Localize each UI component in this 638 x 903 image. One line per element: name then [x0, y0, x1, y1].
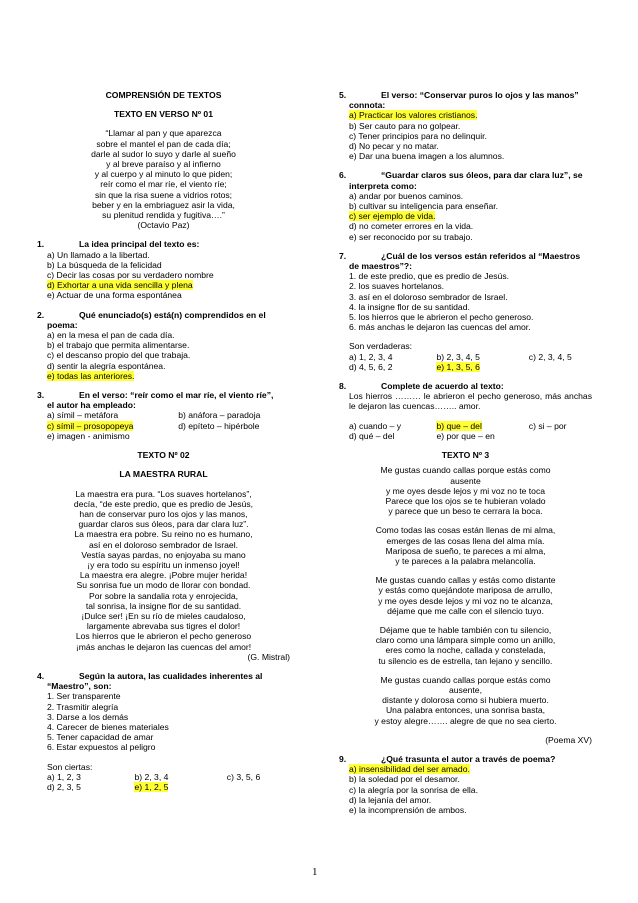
poem-line: Vestía sayas pardas, no enjoyaba su mano — [81, 549, 246, 560]
question-number: 3. — [37, 390, 45, 401]
item: 4. Carecer de bienes materiales — [47, 721, 169, 732]
question-text-cont: connota: — [349, 100, 386, 111]
question-text: Qué enunciado(s) está(n) comprendidos en el — [79, 309, 266, 320]
question-7 — [339, 251, 592, 261]
option: d) no cometer errores en la vida. — [349, 221, 474, 232]
poem-line: largamente abrevaba sus tigres el dolor! — [86, 621, 241, 632]
poem-line: Los hierros que le abrieron el pecho generoso — [75, 631, 252, 642]
poem-line: déjame que me calle con el silencio tuyo. — [387, 605, 544, 616]
question-1 — [37, 239, 290, 249]
poem-line: Parece que los ojos se te hubieran volado — [385, 495, 546, 506]
poem-line: y me oyes desde lejos y mi voz no te toca — [385, 485, 546, 496]
option: d) sentir la alegría espontánea. — [47, 360, 166, 371]
poem-line: claro como una lámpara simple como un anillo, — [375, 635, 556, 646]
question-6 — [339, 170, 592, 180]
poem-line: La maestra era pura. “Los suaves hortelanos”, — [75, 488, 252, 499]
question-number: 4. — [37, 670, 45, 681]
poem-line: ausente — [450, 475, 481, 486]
poem-line: han de conservar puro los ojos y las manos, — [79, 508, 248, 519]
item: 6. Estar expuestos al peligro — [47, 742, 156, 753]
poem-line: y al cuerpo y al minuto lo que piden; — [94, 169, 233, 180]
question-text: Complete de acuerdo al texto: — [381, 381, 504, 392]
item: 1. de este predio, que es predio de Jesús. — [349, 271, 510, 282]
question-8-options — [339, 421, 592, 441]
poem-line: La maestra era alegre. ¡Pobre mujer herida! — [79, 570, 248, 581]
poem-line: Me gustas cuando callas porque estás como — [380, 465, 551, 476]
question-text-cont: el autor ha empleado: — [47, 400, 136, 411]
question-number: 9. — [339, 753, 347, 764]
option: e) la incomprensión de ambos. — [349, 804, 467, 815]
stanza — [339, 465, 592, 516]
question-text: En el verso: “reír como el mar ríe, el viento ríe”, — [79, 390, 274, 401]
option: a) cuando – y — [349, 420, 402, 431]
option: d) la lejanía del amor. — [349, 794, 432, 805]
poem-line: y estoy alegre……. alegre de que no sea cierto. — [374, 715, 557, 726]
question-9 — [339, 754, 592, 764]
text2-subtitle: LA MAESTRA RURAL — [119, 469, 208, 480]
poem-line: ausente, — [449, 684, 482, 695]
option: c) si – por — [528, 420, 567, 431]
poem-line: La maestra era pobre. Su reino no es humano, — [74, 529, 253, 540]
poem-line: eres como la noche, callada y constelada, — [385, 645, 546, 656]
question-4 — [37, 671, 290, 681]
poem-line: emerges de las cosas llena del alma mía. — [386, 535, 545, 546]
poem-line: Déjame que te hable también con tu silencio, — [379, 624, 552, 635]
poem-line: tu silencio es de estrella, tan lejano y sencillo. — [378, 655, 553, 666]
poem-line: reír como el mar ríe, el viento ríe; — [100, 179, 227, 190]
stanza — [339, 525, 592, 566]
option: e) ser reconocido por su trabajo. — [349, 231, 473, 242]
item: 6. más anchas le dejaron las cuencas del amor. — [349, 322, 531, 333]
item: 2. Trasmitir alegría — [47, 701, 119, 712]
correct-label: Son verdaderas: — [349, 341, 413, 352]
poem-line: Por sobre la sandalia rota y enrojecida, — [88, 590, 239, 601]
poem3 — [339, 465, 592, 725]
stanza — [339, 625, 592, 666]
question-text-cont: de maestros”?: — [349, 261, 413, 272]
poem-line: así en el doloroso sembrador de Israel. — [88, 539, 239, 550]
option: a) 1, 2, 3, 4 — [349, 351, 393, 362]
text2-title: TEXTO Nº 02 — [137, 450, 190, 461]
item: 5. Tener capacidad de amar — [47, 732, 154, 743]
poem-line: su plenitud rendida y fugitiva….” — [102, 210, 225, 221]
option: d) No pecar y no matar. — [349, 141, 439, 152]
question-number: 8. — [339, 381, 347, 392]
item: 5. los hierros que le abrieron el pecho generoso. — [349, 312, 534, 323]
option: a) símil – metáfora — [47, 410, 119, 421]
option: c) el descanso propio del que trabaja. — [47, 350, 191, 361]
main-title: COMPRENSIÓN DE TEXTOS — [105, 90, 222, 100]
option: b) el trabajo que permita alimentarse. — [47, 340, 190, 351]
option: d) 2, 3, 5 — [47, 781, 81, 792]
item: 4. la insigne flor de su santidad. — [349, 301, 470, 312]
item: 1. Ser transparente — [47, 691, 121, 702]
option: a) en la mesa el pan de cada día. — [47, 330, 175, 341]
poem-line: Una palabra entonces, una sonrisa basta, — [385, 705, 546, 716]
question-text: ¿Qué trasunta el autor a través de poema? — [381, 753, 556, 764]
item: 2. los suaves hortelanos. — [349, 281, 445, 292]
question-number: 5. — [339, 90, 347, 100]
question-number: 2. — [37, 309, 45, 320]
question-text: ¿Cuál de los versos están referidos al “Maestros — [381, 250, 581, 261]
poem-author: (G. Mistral) — [247, 651, 290, 662]
option: d) 4, 5, 6, 2 — [349, 361, 393, 372]
option: c) Decir las cosas por su verdadero nombre — [47, 270, 214, 281]
poem2 — [37, 489, 290, 652]
text3-title: TEXTO Nº 3 — [441, 450, 490, 461]
option: a) Un llamado a la libertad. — [47, 249, 150, 260]
correct-label: Son ciertas: — [47, 761, 93, 772]
option: b) Ser cauto para no golpear. — [349, 120, 461, 131]
item: 3. así en el doloroso sembrador de Israel. — [349, 291, 508, 302]
stanza — [339, 675, 592, 726]
question-number: 7. — [339, 250, 347, 261]
question-number: 6. — [339, 170, 347, 181]
question-text: El verso: “Conservar puros lo ojos y las manos” — [381, 90, 579, 100]
option: e) Dar una buena imagen a los alumnos. — [349, 151, 505, 162]
right-column — [339, 90, 592, 815]
question-text-cont: interpreta como: — [349, 180, 417, 191]
poem-line: decía, “de este predio, que es predio de Jesús, — [73, 498, 254, 509]
poem-author: (Poema XV) — [545, 734, 592, 745]
highlighted-option: e) 1, 3, 5, 6 — [436, 361, 480, 372]
highlighted-option: a) Practicar los valores cristianos. — [349, 110, 478, 121]
highlighted-option: a) insensibilidad del ser amado. — [349, 764, 470, 775]
option: a) andar por buenos caminos. — [349, 190, 464, 201]
option: e) por que – en — [436, 430, 495, 441]
option: c) 3, 5, 6 — [226, 771, 261, 782]
poem-line: ¡Dulce ser! ¡En su río de mieles caudaloso, — [81, 610, 246, 621]
left-column — [37, 90, 290, 792]
poem1 — [37, 128, 290, 230]
poem-line: y parece que un beso te cerrara la boca. — [388, 506, 543, 517]
poem-line: Mariposa de sueño, te pareces a mi alma, — [385, 545, 546, 556]
option: e) imagen - animismo — [47, 430, 130, 441]
poem-line: Me gustas cuando callas y estás como distante — [375, 575, 556, 586]
option: d) epíteto – hipérbole — [178, 420, 260, 431]
option: d) qué – del — [349, 430, 395, 441]
option: c) 2, 3, 4, 5 — [528, 351, 572, 362]
highlighted-option: c) ser ejemplo de vida. — [349, 211, 436, 222]
option: b) la soledad por el desamor. — [349, 774, 460, 785]
highlighted-option: e) 1, 2, 5 — [134, 781, 169, 792]
question-7-options — [339, 352, 592, 372]
question-1-options — [37, 250, 290, 301]
option: b) 2, 3, 4, 5 — [436, 351, 480, 362]
question-text-cont: “Maestro”, son: — [47, 681, 112, 692]
poem-line: Su sonrisa fue un modo de llorar con bondad. — [76, 580, 251, 591]
option: a) 1, 2, 3 — [47, 771, 81, 782]
poem-line: ¡más anchas le dejaron las cuencas del amor! — [75, 641, 252, 652]
poem-line: sobre el mantel el pan de cada día; — [96, 138, 231, 149]
text1-title: TEXTO EN VERSO Nº 01 — [114, 109, 213, 120]
option: b) La búsqueda de la felicidad — [47, 259, 162, 270]
question-text: “Guardar claros sus óleos, para dar clara luz”, se — [381, 170, 583, 181]
poem-line: y al breve paraíso y al infierno — [106, 159, 221, 170]
question-text: Según la autora, las cualidades inherentes al — [79, 670, 263, 681]
question-8 — [339, 381, 592, 391]
highlighted-option: c) símil – prosopopeya — [47, 420, 134, 431]
option: b) 2, 3, 4 — [134, 771, 169, 782]
question-text-cont: poema: — [47, 319, 78, 330]
poem-line: y me oyes desde lejos y mi voz no te alcanza, — [378, 595, 553, 606]
highlighted-option: b) que – del — [436, 420, 482, 431]
question-3-options — [37, 410, 290, 441]
page-number: 1 — [312, 866, 318, 878]
poem-line: y estás como quejándote mariposa de arrullo, — [378, 585, 553, 596]
stanza — [339, 575, 592, 616]
question-number: 1. — [37, 239, 45, 250]
poem-line: beber y en la embriaguez asir la vida, — [92, 199, 235, 210]
poem-line: “Llamar al pan y que aparezca — [105, 128, 222, 139]
question-2 — [37, 310, 290, 320]
highlighted-option: e) todas las anteriores. — [47, 370, 135, 381]
poem-line: Como todas las cosas están llenas de mi alma, — [375, 525, 556, 536]
poem-author: (Octavio Paz) — [137, 220, 190, 231]
option: b) anáfora – paradoja — [178, 410, 261, 421]
question-text: La idea principal del texto es: — [79, 239, 200, 250]
option: c) la alegría por la sonrisa de ella. — [349, 784, 478, 795]
question-4-options — [37, 772, 290, 792]
option: e) Actuar de una forma espontánea — [47, 290, 182, 301]
highlighted-option: d) Exhortar a una vida sencilla y plena — [47, 280, 193, 291]
option: b) cultivar su inteligencia para enseñar. — [349, 201, 499, 212]
poem-line: guardar claros sus óleos, para dar clara luz”. — [78, 519, 249, 530]
question-3 — [37, 390, 290, 400]
question-body: Los hierros ……… le abrieron el pecho generoso, más anchas le dejaron las cuencas…….. amor. — [349, 391, 592, 412]
poem-line: ¡y era todo su espíritu un inmenso joyel! — [87, 559, 240, 570]
poem-line: sin que la risa suene a vidrios rotos; — [94, 189, 233, 200]
poem-line: Me gustas cuando callas porque estás como — [380, 674, 551, 685]
question-5 — [339, 90, 592, 100]
option: c) Tener principios para no delinquir. — [349, 130, 487, 141]
poem-line: tal sonrisa, la insigne flor de su santidad. — [85, 600, 242, 611]
item: 3. Darse a los demás — [47, 711, 129, 722]
poem-line: distante y dolorosa como si hubiera muerto. — [382, 695, 549, 706]
poem-line: darle al sudor lo suyo y darle al sueño — [91, 148, 236, 159]
poem-line: y te pareces a la palabra melancolía. — [395, 555, 536, 566]
